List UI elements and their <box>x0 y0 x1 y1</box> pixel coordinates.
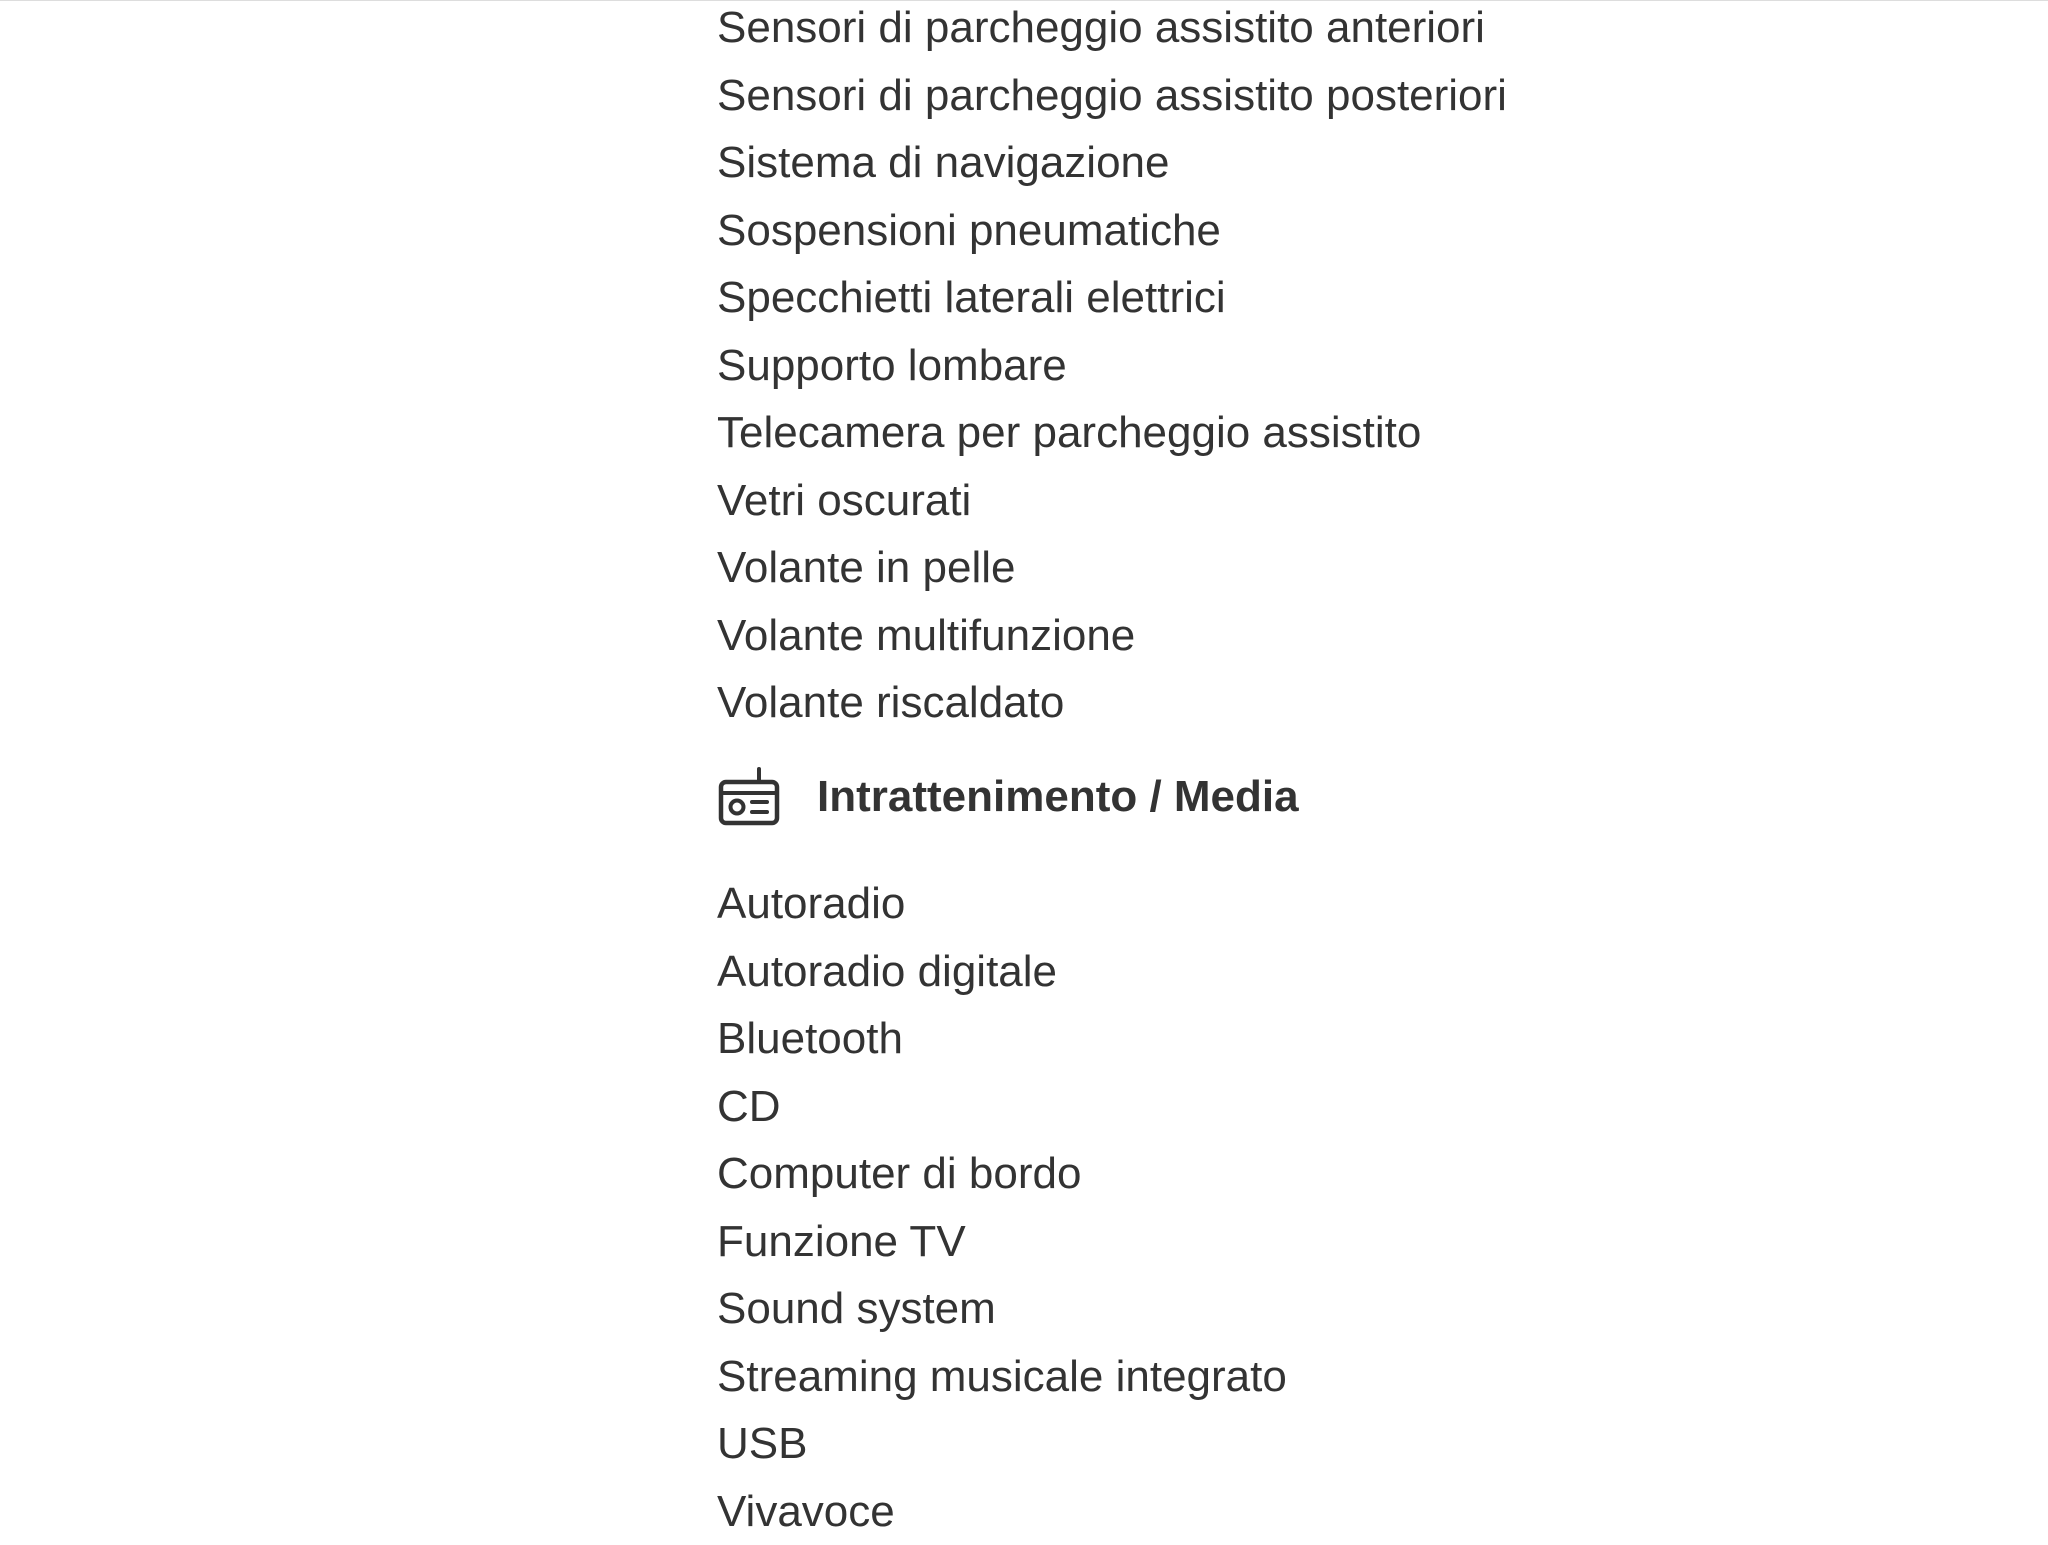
feature-item: Sensori di parcheggio assistito anteriori <box>717 0 1507 62</box>
features-list-comfort <box>717 0 1507 737</box>
feature-item: Autoradio <box>717 870 1287 938</box>
feature-item: Autoradio digitale <box>717 938 1287 1006</box>
features-list-media <box>717 870 1287 1545</box>
feature-item: Supporto lombare <box>717 332 1507 400</box>
feature-item: Computer di bordo <box>717 1140 1287 1208</box>
feature-item: Telecamera per parcheggio assistito <box>717 399 1507 467</box>
feature-item: Streaming musicale integrato <box>717 1343 1287 1411</box>
feature-item: Vivavoce <box>717 1478 1287 1545</box>
media-section-header <box>717 763 1299 831</box>
section-title: Intrattenimento / Media <box>817 772 1299 822</box>
feature-item: Sound system <box>717 1275 1287 1343</box>
feature-item: Sensori di parcheggio assistito posteriori <box>717 62 1507 130</box>
radio-icon <box>717 765 781 829</box>
feature-item: Sospensioni pneumatiche <box>717 197 1507 265</box>
feature-item: Bluetooth <box>717 1005 1287 1073</box>
feature-item: USB <box>717 1410 1287 1478</box>
feature-item: CD <box>717 1073 1287 1141</box>
feature-item: Sistema di navigazione <box>717 129 1507 197</box>
feature-item: Volante multifunzione <box>717 602 1507 670</box>
feature-item: Funzione TV <box>717 1208 1287 1276</box>
feature-item: Volante riscaldato <box>717 669 1507 737</box>
feature-item: Volante in pelle <box>717 534 1507 602</box>
feature-item: Vetri oscurati <box>717 467 1507 535</box>
feature-item: Specchietti laterali elettrici <box>717 264 1507 332</box>
